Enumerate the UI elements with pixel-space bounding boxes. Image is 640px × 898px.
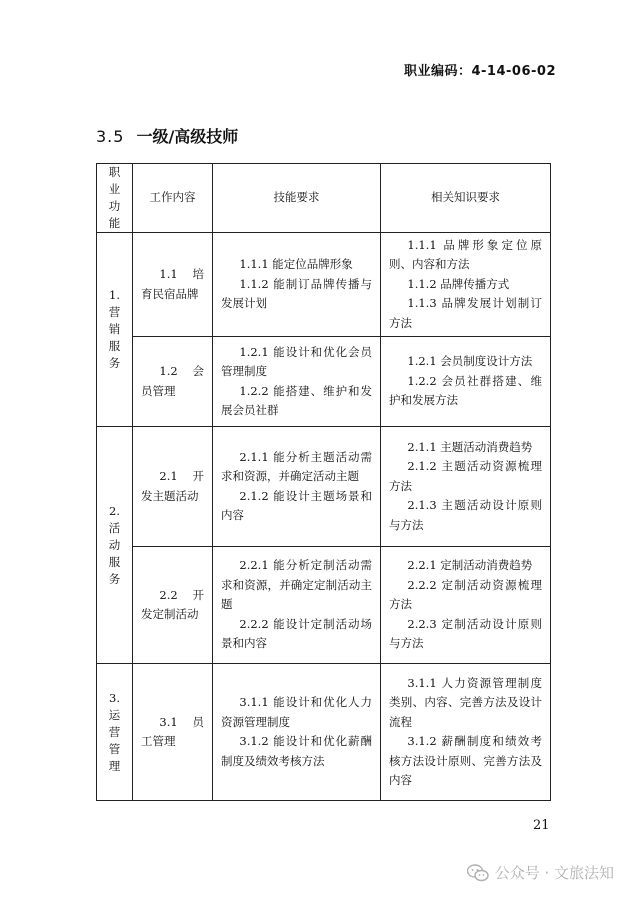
header-knowledge: 相关知识要求 [381, 164, 551, 233]
wechat-icon [467, 864, 489, 882]
skill-item: 1.2.2 能搭建、维护和发展会员社群 [221, 383, 372, 417]
knowledge-item: 2.1.2 主题活动资源梳理方法 [389, 459, 542, 493]
skill-item: 2.1.1 能分析主题活动需求和资源，并确定活动主题 [221, 449, 372, 483]
skill-cell [213, 233, 381, 337]
knowledge-item: 1.2.2 会员社群搭建、维护和发展方法 [389, 373, 542, 408]
work-content-cell [133, 337, 213, 427]
section-heading [96, 124, 238, 147]
function-cell [97, 664, 133, 801]
function-char: 务 [108, 356, 121, 370]
header-skill: 技能要求 [213, 164, 381, 233]
section-title: 一级/高级技师 [136, 127, 239, 146]
work-content: 2.2 开发定制活动 [141, 587, 204, 621]
knowledge-cell [381, 427, 551, 547]
function-char: 管 [108, 741, 121, 756]
work-content: 1.2 会员管理 [141, 364, 204, 398]
table-header-row [97, 164, 551, 233]
header-work: 工作内容 [133, 164, 213, 233]
skill-item: 2.2.1 能分析定制活动需求和资源，并确定定制活动主题 [221, 558, 372, 612]
page-number: 21 [533, 818, 550, 833]
skill-item: 3.1.1 能设计和优化人力资源管理制度 [221, 695, 372, 729]
function-char: 2. [109, 503, 120, 518]
knowledge-item: 1.2.1 会员制度设计方法 [407, 354, 533, 369]
occupation-code: 职业编码：4-14-06-02 [403, 64, 556, 79]
knowledge-item: 2.2.1 定制活动消费趋势 [407, 558, 533, 573]
header-function [97, 164, 133, 233]
skill-item: 3.1.2 能设计和优化薪酬制度及绩效考核方法 [221, 734, 372, 768]
table-row [97, 233, 551, 337]
skill-item: 2.2.2 能设计定制活动场景和内容 [221, 616, 372, 651]
function-char: 营 [108, 305, 121, 319]
skill-item: 2.1.2 能设计主题场景和内容 [221, 488, 372, 522]
function-char: 运 [108, 707, 121, 722]
knowledge-item: 3.1.1 人力资源管理制度类别、内容、完善方法及设计流程 [389, 675, 542, 729]
function-char: 服 [108, 339, 121, 353]
work-content-cell [133, 233, 213, 337]
table-row [97, 547, 551, 664]
skill-cell [213, 664, 381, 801]
function-char: 理 [108, 758, 121, 773]
skill-item: 1.2.1 能设计和优化会员管理制度 [221, 344, 372, 378]
function-char: 服 [108, 554, 121, 569]
knowledge-item: 3.1.2 薪酬制度和绩效考核方法设计原则、完善方法及内容 [389, 734, 542, 787]
function-char: 动 [108, 537, 121, 552]
watermark [467, 862, 614, 883]
knowledge-item: 1.1.3 品牌发展计划制订方法 [389, 296, 542, 330]
knowledge-item: 2.2.3 定制活动设计原则与方法 [389, 616, 542, 651]
work-content: 3.1 员工管理 [141, 714, 204, 748]
function-char: 3. [109, 690, 120, 705]
section-number: 3.5 [96, 127, 125, 146]
header-function-line: 功能 [108, 199, 121, 230]
function-cell [97, 427, 133, 664]
knowledge-item: 1.1.1 品牌形象定位原则、内容和方法 [389, 237, 542, 272]
table-row [97, 664, 551, 801]
knowledge-item: 2.2.2 定制活动资源梳理方法 [389, 577, 542, 612]
work-content-cell [133, 664, 213, 801]
skills-table [96, 163, 551, 801]
skill-item: 1.1.2 能制订品牌传播与发展计划 [221, 276, 372, 311]
knowledge-cell [381, 547, 551, 664]
header-function-line: 职业 [108, 165, 121, 196]
work-content: 1.1 培育民宿品牌 [141, 267, 204, 301]
work-content-cell [133, 427, 213, 547]
work-content-cell [133, 547, 213, 664]
knowledge-cell [381, 664, 551, 801]
watermark-text: 公众号 · 文旅法知 [494, 864, 614, 882]
function-char: 销 [108, 322, 121, 336]
table-row [97, 337, 551, 427]
work-content: 2.1 开发主题活动 [141, 469, 204, 503]
knowledge-item: 1.1.2 品牌传播方式 [407, 276, 510, 291]
knowledge-item: 2.1.1 主题活动消费趋势 [407, 439, 533, 454]
knowledge-item: 2.1.3 主题活动设计原则与方法 [389, 498, 542, 532]
function-char: 活 [108, 520, 121, 535]
function-char: 务 [108, 571, 121, 586]
skill-item: 1.1.1 能定位品牌形象 [239, 257, 353, 272]
function-char: 营 [108, 724, 121, 739]
knowledge-cell [381, 337, 551, 427]
knowledge-cell [381, 233, 551, 337]
skill-cell [213, 427, 381, 547]
skill-cell [213, 547, 381, 664]
function-char: 1. [109, 288, 120, 302]
function-cell [97, 233, 133, 427]
table-row [97, 427, 551, 547]
skill-cell [213, 337, 381, 427]
